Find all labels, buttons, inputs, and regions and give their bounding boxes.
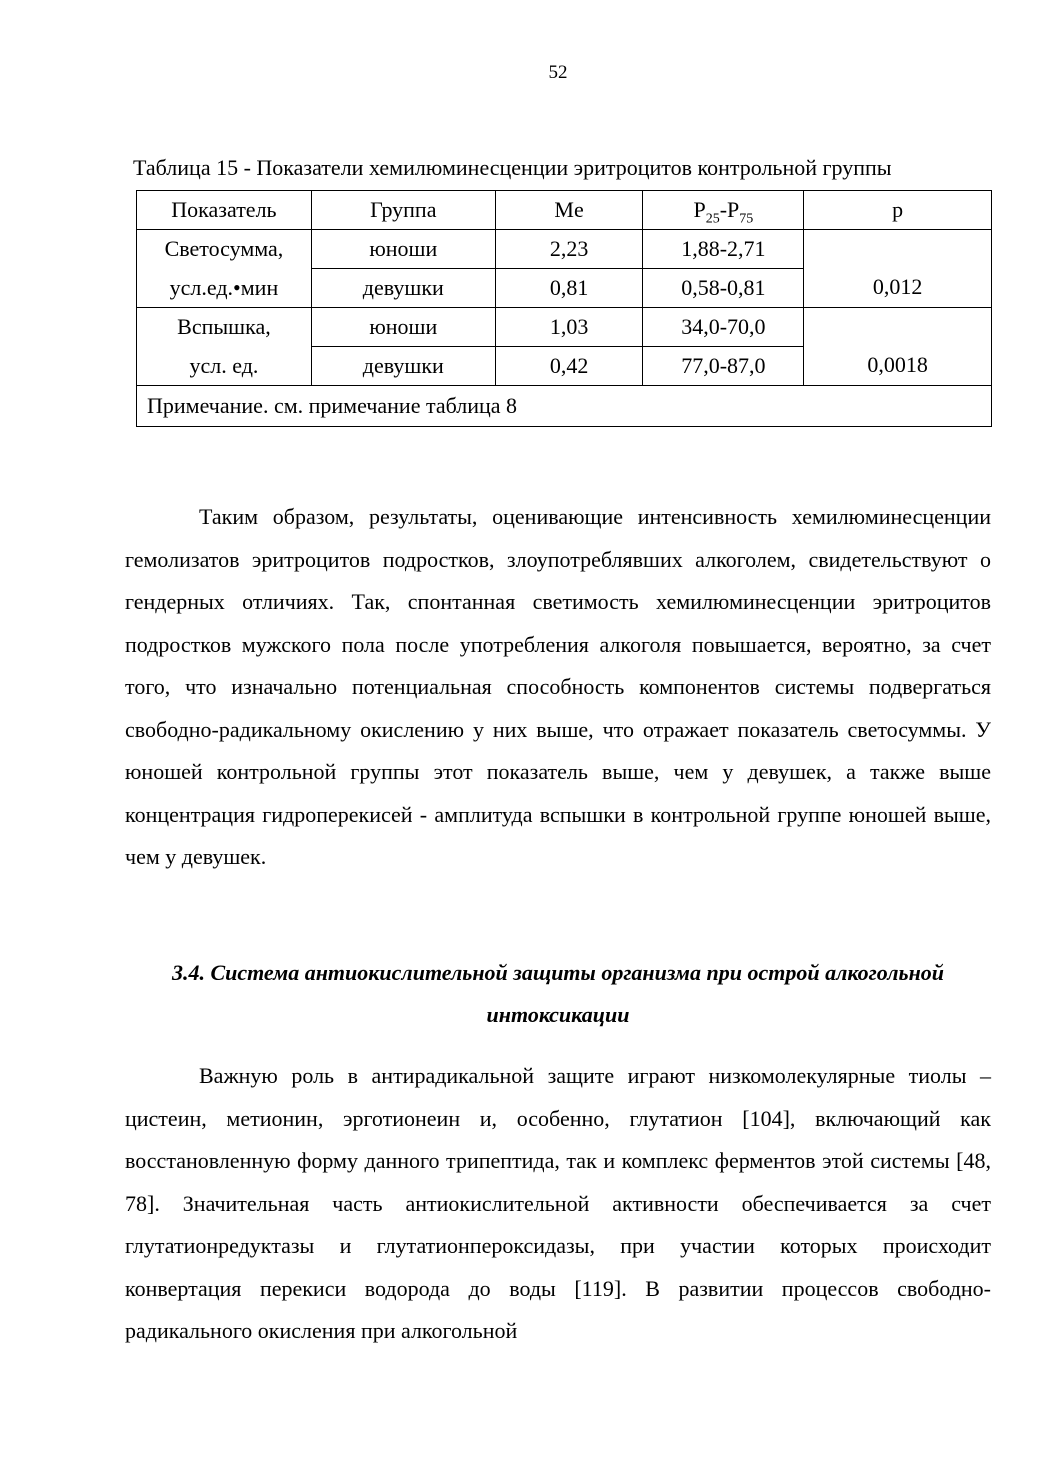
header-iqr-p: P xyxy=(693,197,706,222)
iqr-cell: 34,0-70,0 xyxy=(643,308,804,347)
me-cell: 2,23 xyxy=(495,230,643,269)
iqr-cell: 1,88-2,71 xyxy=(643,230,804,269)
table-row xyxy=(137,230,992,269)
me-cell: 0,81 xyxy=(495,269,643,308)
group-cell: юноши xyxy=(311,230,495,269)
iqr-cell: 0,58-0,81 xyxy=(643,269,804,308)
header-iqr xyxy=(643,191,804,230)
section-heading: 3.4. Система антиокислительной защиты организма при острой алкогольной интоксикации xyxy=(171,960,945,1027)
group-cell: девушки xyxy=(311,347,495,386)
table-header-row xyxy=(137,191,992,230)
indicator-cell: усл. ед. xyxy=(137,347,312,386)
header-iqr-sub75: 75 xyxy=(739,211,754,227)
header-iqr-dash-p: -P xyxy=(719,197,740,222)
indicator-cell: Светосумма, xyxy=(137,230,312,269)
header-iqr-sub25: 25 xyxy=(705,211,720,227)
indicator-cell: усл.ед.•мин xyxy=(137,269,312,308)
table-row xyxy=(137,308,992,347)
table-note-row xyxy=(137,386,992,427)
body-paragraph: Таким образом, результаты, оценивающие интенсивность хемилюминесценции гемолизатов эритроцитов подростков, злоупотреблявших алкоголем, свидетельствуют о гендерных отличиях. Так, спонтанная светимость хемилюминесценции эритроцитов подростков мужского пола после употребления алкоголя повышается, вероятно, за счет того, что изначально потенциальная способность компонентов системы подвергаться свободно-радикальному окислению у них выше, что отражает показатель светосуммы. У юношей контрольной группы этот показатель выше, чем у девушек, а также выше концентрация гидроперекисей - амплитуда вспышки в контрольной группе юношей выше, чем у девушек. xyxy=(125,504,991,869)
data-table xyxy=(136,190,992,427)
me-cell: 0,42 xyxy=(495,347,643,386)
body-paragraph: Важную роль в антирадикальной защите играют низкомолекулярные тиолы – цистеин, метионин, эрготионеин и, особенно, глутатион [104], включающий как восстановленную форму данного трипептида, так и комплекс ферментов этой системы [48, 78]. Значительная часть антиокислительной активности обеспечивается за счет глутатионредуктазы и глутатионпероксидазы, при участии которых происходит конвертация перекиси водорода до воды [119]. В развитии процессов свободно-радикального окисления при алкогольной xyxy=(125,1063,991,1343)
header-indicator: Показатель xyxy=(137,191,312,230)
header-me: Me xyxy=(495,191,643,230)
header-p: p xyxy=(804,191,992,230)
header-group: Группа xyxy=(311,191,495,230)
table-note: Примечание. см. примечание таблица 8 xyxy=(137,386,992,427)
p-cell: 0,012 xyxy=(804,230,992,308)
group-cell: девушки xyxy=(311,269,495,308)
group-cell: юноши xyxy=(311,308,495,347)
iqr-cell: 77,0-87,0 xyxy=(643,347,804,386)
indicator-cell: Вспышка, xyxy=(137,308,312,347)
me-cell: 1,03 xyxy=(495,308,643,347)
page-number: 52 xyxy=(548,62,568,83)
table-caption: Таблица 15 - Показатели хемилюминесценции эритроцитов контрольной группы xyxy=(133,155,892,180)
p-cell: 0,0018 xyxy=(804,308,992,386)
